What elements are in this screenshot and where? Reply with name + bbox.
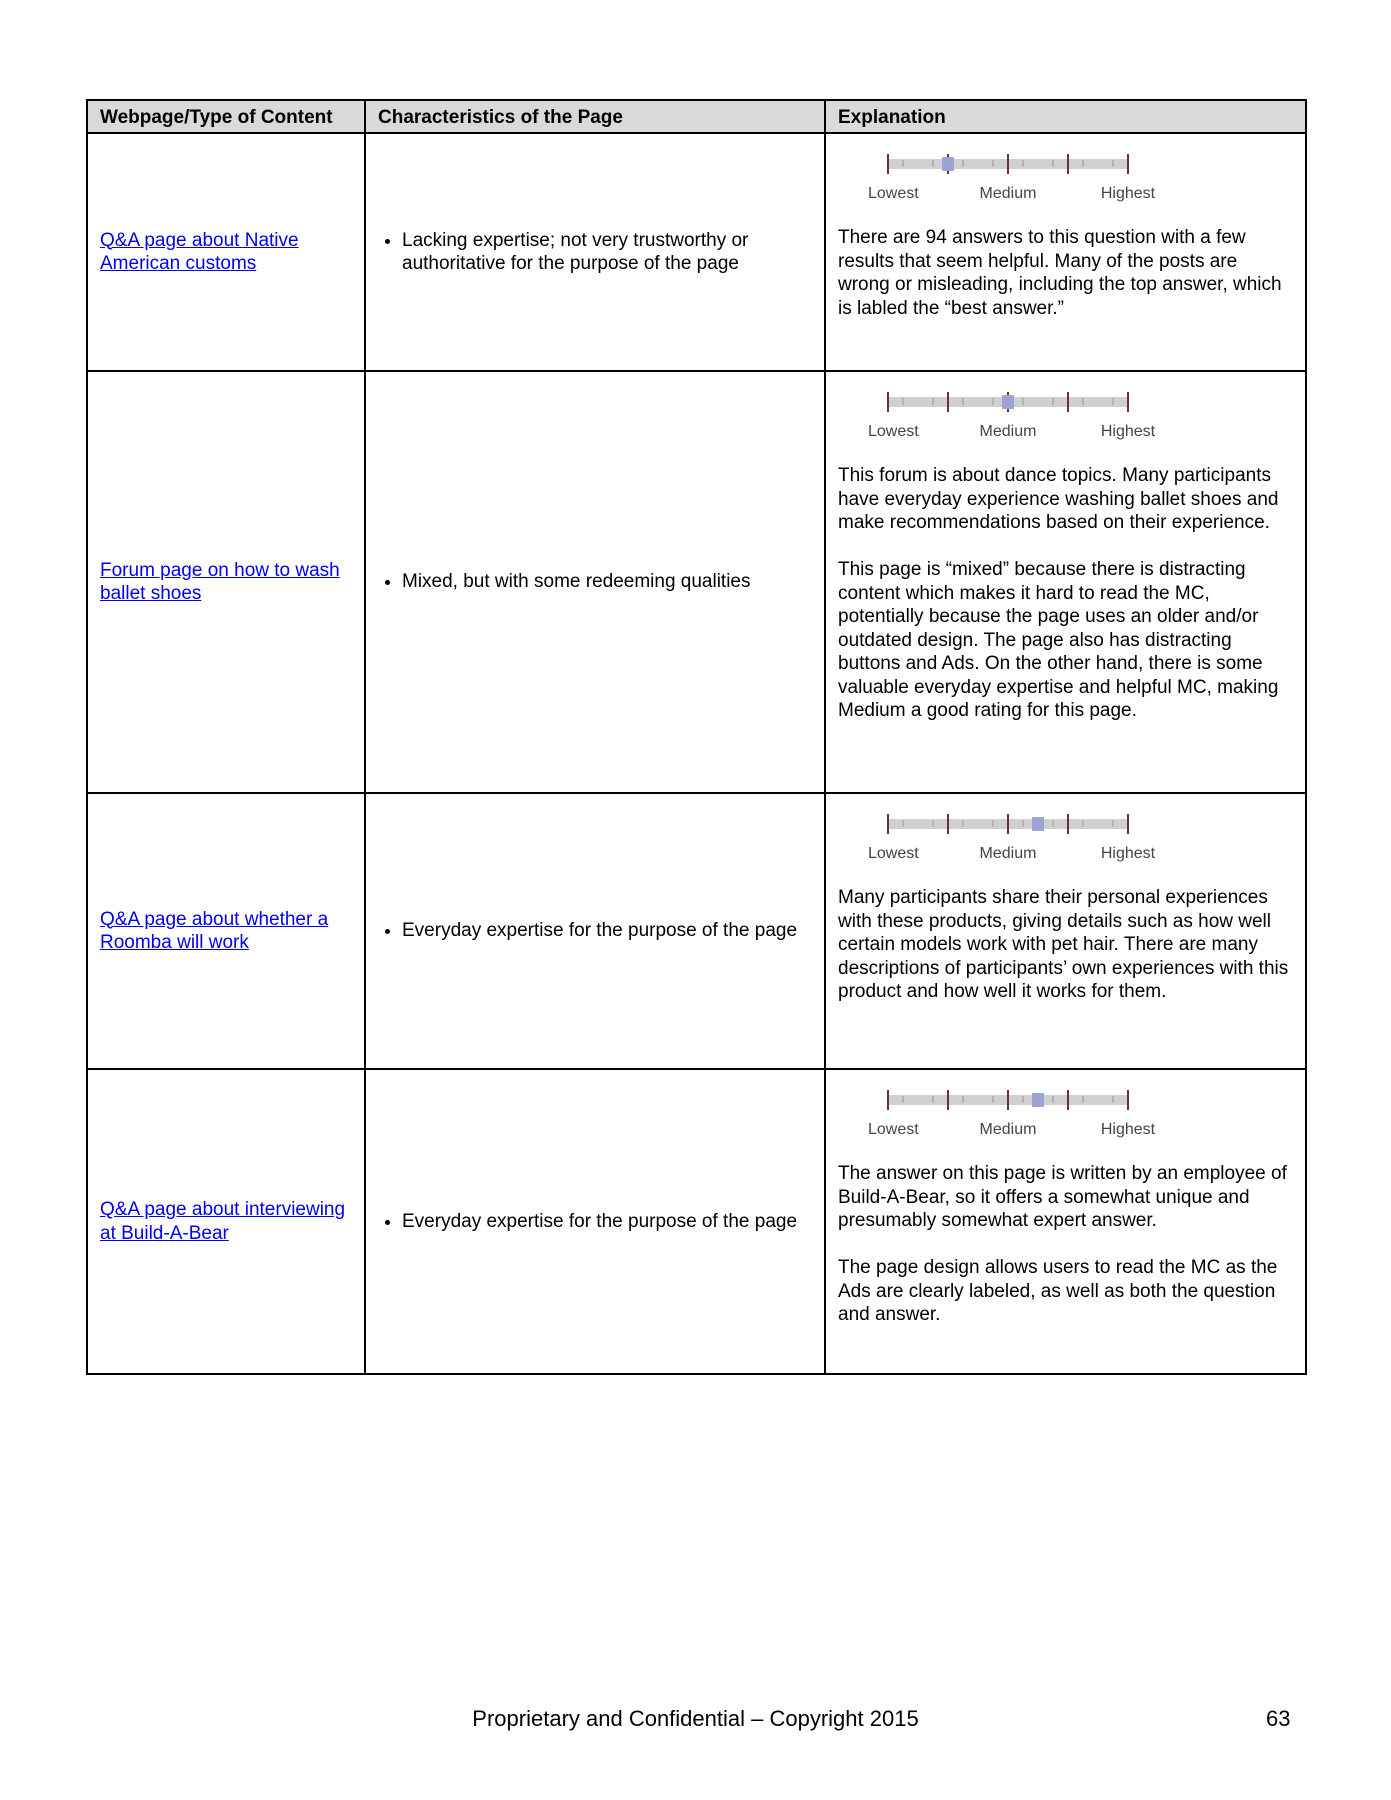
explanation-cell xyxy=(825,133,1306,371)
explanation-text: This forum is about dance topics. Many participants have everyday experience washing ballet shoes and make recommendations based on their experience. xyxy=(838,465,1279,533)
webpage-cell xyxy=(87,371,365,793)
characteristic-bullet: • Lacking expertise; not very trustworthy or authoritative for the purpose of the page xyxy=(402,229,812,276)
characteristic-bullet: • Everyday expertise for the purpose of the page xyxy=(402,919,812,943)
scale-label: Lowest xyxy=(868,423,919,440)
table-row xyxy=(87,133,1306,371)
characteristic-bullet: • Everyday expertise for the purpose of the page xyxy=(402,1210,812,1234)
rating-scale xyxy=(858,388,1178,442)
page-number: 63 xyxy=(1266,1706,1291,1731)
footer-copyright: Proprietary and Confidential – Copyright 2015 xyxy=(472,1706,919,1731)
webpage-link[interactable]: Q&A page about Native American customs xyxy=(100,229,299,274)
characteristics-cell xyxy=(365,371,825,793)
explanation-cell xyxy=(825,1069,1306,1374)
webpage-cell xyxy=(87,1069,365,1374)
explanation-cell xyxy=(825,793,1306,1069)
rating-marker xyxy=(1032,1093,1044,1107)
scale-label: Highest xyxy=(1100,1121,1156,1138)
scale-label: Highest xyxy=(1100,423,1156,440)
scale-label: Highest xyxy=(1100,185,1156,202)
webpage-link[interactable]: Q&A page about whether a Roomba will work xyxy=(100,908,329,953)
webpage-cell xyxy=(87,133,365,371)
explanation-text: The answer on this page is written by an employee of Build-A-Bear, so it offers a somewhat unique and presumably somewhat expert answer. xyxy=(838,1163,1287,1231)
scale-label: Medium xyxy=(979,185,1037,202)
rating-scale xyxy=(858,810,1178,864)
rating-scale xyxy=(858,150,1178,204)
characteristics-cell xyxy=(365,793,825,1069)
scale-label: Highest xyxy=(1100,845,1156,862)
explanation-text: There are 94 answers to this question with a few results that seem helpful. Many of the posts are wrong or misleading, including the top answer, which is labled the “best answer.” xyxy=(838,227,1282,319)
rating-marker xyxy=(1032,817,1044,831)
header-characteristics: Characteristics of the Page xyxy=(365,100,825,133)
explanation-cell xyxy=(825,371,1306,793)
characteristic-bullet: • Mixed, but with some redeeming qualities xyxy=(402,570,812,594)
table-header xyxy=(87,100,1306,133)
rating-marker xyxy=(942,157,954,171)
table-row xyxy=(87,1069,1306,1374)
table-row xyxy=(87,371,1306,793)
scale-label: Lowest xyxy=(868,845,919,862)
characteristics-cell xyxy=(365,133,825,371)
scale-label: Medium xyxy=(979,423,1037,440)
webpage-link[interactable]: Q&A page about interviewing at Build-A-Bear xyxy=(100,1199,346,1244)
explanation-text: The page design allows users to read the MC as the Ads are clearly labeled, as well as both the question and answer. xyxy=(838,1257,1278,1325)
rating-marker xyxy=(1002,395,1014,409)
webpage-link[interactable]: Forum page on how to wash ballet shoes xyxy=(100,559,340,604)
scale-label: Medium xyxy=(979,845,1037,862)
scale-label: Lowest xyxy=(868,185,919,202)
scale-label: Medium xyxy=(979,1121,1037,1138)
content-table xyxy=(86,99,1307,1375)
scale-label: Lowest xyxy=(868,1121,919,1138)
header-explanation: Explanation xyxy=(825,100,1306,133)
table-row xyxy=(87,793,1306,1069)
explanation-text: Many participants share their personal experiences with these products, giving details such as how well certain models work with pet hair. There are many descriptions of participants’ own experiences with this product and how well it works for them. xyxy=(838,887,1289,1002)
header-webpage: Webpage/Type of Content xyxy=(87,100,365,133)
rating-scale xyxy=(858,1086,1178,1140)
webpage-cell xyxy=(87,793,365,1069)
characteristics-cell xyxy=(365,1069,825,1374)
explanation-text: This page is “mixed” because there is distracting content which makes it hard to read the MC, potentially because the page uses an older and/or outdated design. The page also has distracting buttons and Ads. On the other hand, there is some valuable everyday expertise and helpful MC, making Medium a good rating for this page. xyxy=(838,559,1279,721)
